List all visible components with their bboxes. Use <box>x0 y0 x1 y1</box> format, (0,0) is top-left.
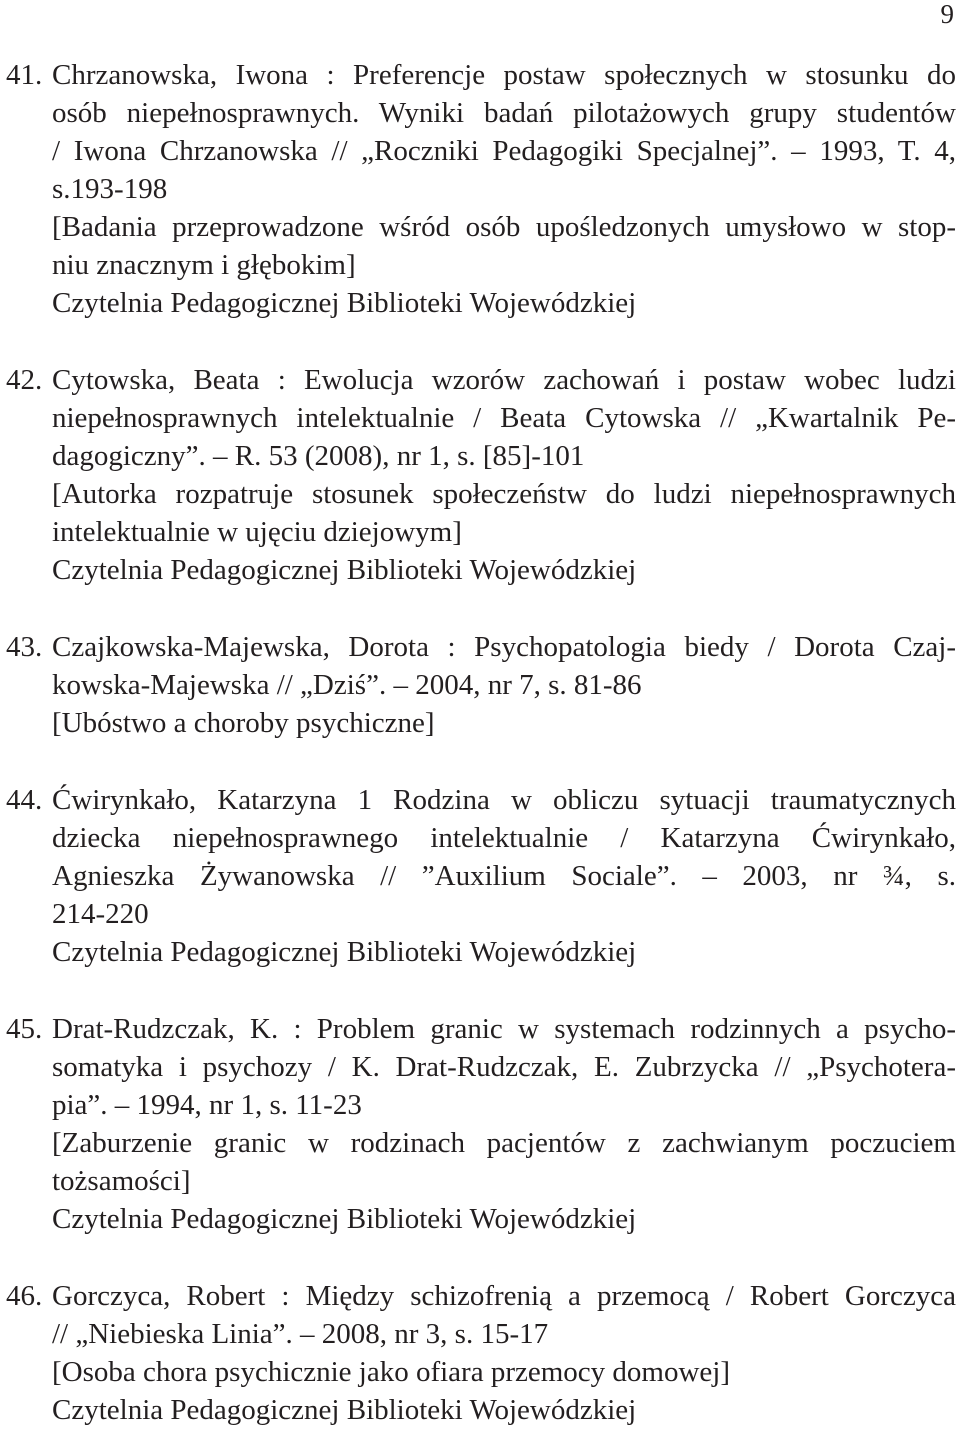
citation-line: Chrzanowska, Iwona : Preferencje postaw społecznych w stosunku do <box>52 59 956 91</box>
citation-line: Cytowska, Beata : Ewolucja wzorów zachowań i postaw wobec ludzi <box>52 364 956 396</box>
annotation-line: [Badania przeprowadzone wśród osób upośledzonych umysłowo w stop- <box>52 211 956 243</box>
annotation-line: [Ubóstwo a choroby psychiczne] <box>52 707 435 739</box>
citation-line: Czajkowska-Majewska, Dorota : Psychopatologia biedy / Dorota Czaj- <box>52 631 956 663</box>
citation-line: / Iwona Chrzanowska // „Roczniki Pedagogiki Specjalnej”. – 1993, T. 4, <box>52 135 956 167</box>
annotation-line: [Osoba chora psychicznie jako ofiara przemocy domowej] <box>52 1356 731 1388</box>
entry-number: 41. <box>6 59 43 91</box>
citation-line: // „Niebieska Linia”. – 2008, nr 3, s. 15-17 <box>52 1318 549 1350</box>
entry-number: 45. <box>6 1013 43 1045</box>
annotation-line: tożsamości] <box>52 1165 191 1197</box>
bibliography-entry <box>6 781 956 971</box>
bibliography-entry <box>6 628 956 742</box>
holding-location: Czytelnia Pedagogicznej Biblioteki Wojewódzkiej <box>52 554 637 586</box>
citation-line: niepełnosprawnych intelektualnie / Beata Cytowska // „Kwartalnik Pe- <box>52 402 956 434</box>
citation-line: dagogiczny”. – R. 53 (2008), nr 1, s. [85]-101 <box>52 440 585 472</box>
page-number: 9 <box>940 0 954 29</box>
entry-number: 44. <box>6 784 43 816</box>
annotation-line: [Zaburzenie granic w rodzinach pacjentów z zachwianym poczuciem <box>52 1127 956 1159</box>
citation-line: Ćwirynkało, Katarzyna 1 Rodzina w obliczu sytuacji traumatycznych <box>52 784 956 816</box>
holding-location: Czytelnia Pedagogicznej Biblioteki Wojewódzkiej <box>52 287 637 319</box>
holding-location: Czytelnia Pedagogicznej Biblioteki Wojewódzkiej <box>52 1394 637 1426</box>
annotation-line: intelektualnie w ujęciu dziejowym] <box>52 516 462 548</box>
citation-line: kowska-Majewska // „Dziś”. – 2004, nr 7, s. 81-86 <box>52 669 642 701</box>
entry-number: 46. <box>6 1280 43 1312</box>
citation-line: Drat-Rudzczak, K. : Problem granic w systemach rodzinnych a psycho- <box>52 1013 956 1045</box>
bibliography-entry <box>6 1277 956 1429</box>
entry-number: 42. <box>6 364 43 396</box>
bibliography-entry <box>6 56 956 322</box>
citation-line: Agnieszka Żywanowska // ”Auxilium Sociale”. – 2003, nr ¾, s. <box>52 860 956 892</box>
entry-number: 43. <box>6 631 43 663</box>
holding-location: Czytelnia Pedagogicznej Biblioteki Wojewódzkiej <box>52 936 637 968</box>
citation-line: osób niepełnosprawnych. Wyniki badań pilotażowych grupy studentów <box>52 97 956 129</box>
annotation-line: [Autorka rozpatruje stosunek społeczeństw do ludzi niepełnosprawnych <box>52 478 956 510</box>
bibliography-list <box>6 56 956 1429</box>
annotation-line: niu znacznym i głębokim] <box>52 249 356 281</box>
bibliography-entry <box>6 1010 956 1238</box>
citation-line: 214-220 <box>52 898 149 930</box>
citation-line: pia”. – 1994, nr 1, s. 11-23 <box>52 1089 362 1121</box>
holding-location: Czytelnia Pedagogicznej Biblioteki Wojewódzkiej <box>52 1203 637 1235</box>
bibliography-entry <box>6 361 956 589</box>
citation-line: Gorczyca, Robert : Między schizofrenią a przemocą / Robert Gorczyca <box>52 1280 956 1312</box>
citation-line: dziecka niepełnosprawnego intelektualnie / Katarzyna Ćwirynkało, <box>52 822 956 854</box>
citation-line: somatyka i psychozy / K. Drat-Rudzczak, E. Zubrzycka // „Psychotera- <box>52 1051 956 1083</box>
citation-line: s.193-198 <box>52 173 168 205</box>
